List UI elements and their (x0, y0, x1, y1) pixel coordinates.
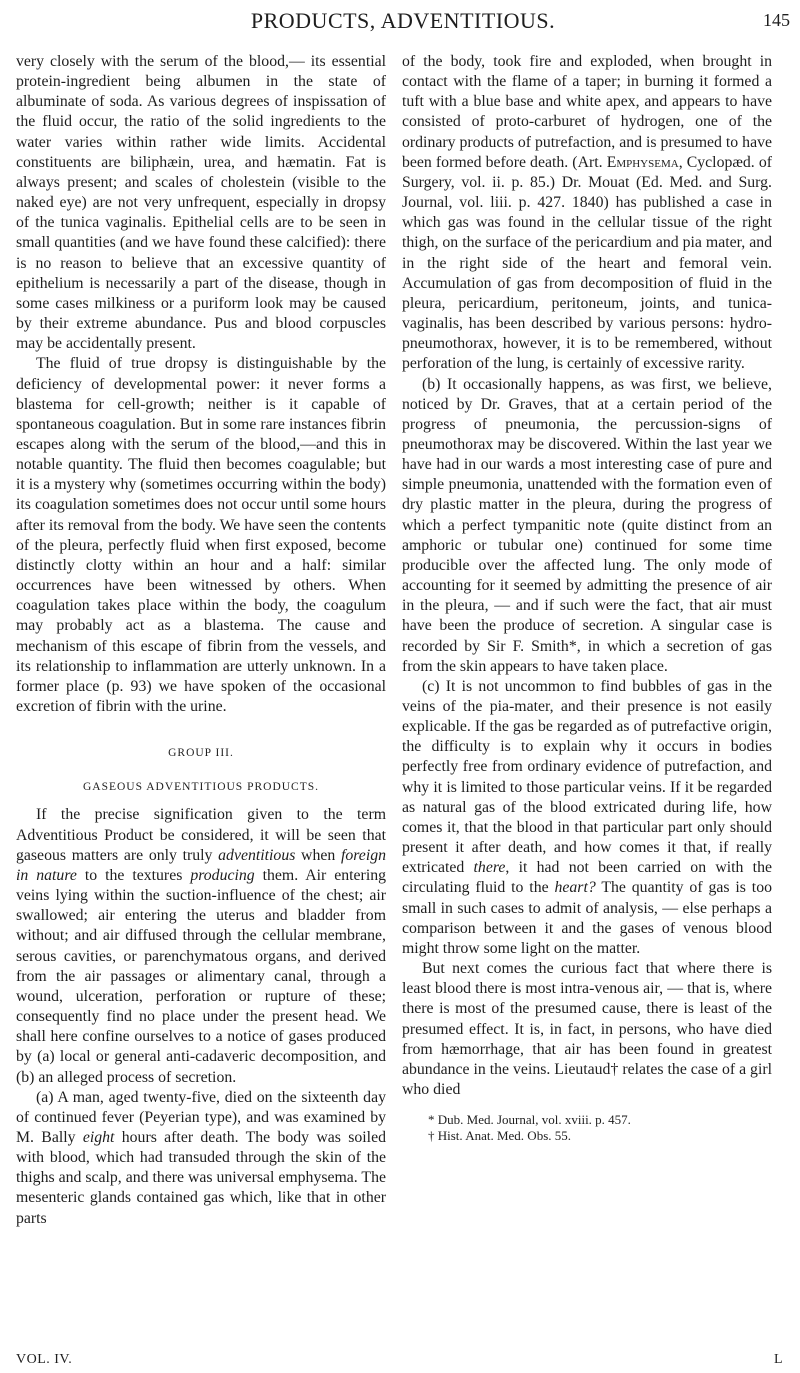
italic-text: adventitious (218, 846, 296, 864)
text-fragment: , it had not been carried on with the circulating fluid to the (402, 859, 772, 897)
running-head: PRODUCTS, ADVENTITIOUS. (250, 8, 556, 33)
paragraph-intravenous-air: But next comes the curious fact that where there is least blood there is most intra-venous air, — that is, where there is most of the presumed cause, there is least of the presumed effect. It is, in fact, in persons, who have died from hæmorrhage, that air has been found in greatest abundance in the veins. Lieutaud† relates the case of a girl who died (402, 960, 772, 1098)
text-fragment: of the body, took fire and exploded, when brought in contact with the flame of a taper; in burning it formed a tuft with a blue base and white apex, and appears to have consisted of proto-carburet of hydrogen, one of the ordinary products of putrefaction, and is presumed to have been formed before death. (Art. (402, 53, 772, 171)
paragraph-true-dropsy: The fluid of true dropsy is distinguishable by the deficiency of developmental power: it never forms a blastema for cell-growth; neither is it capable of spontaneous coagulation. But in some rare instances fibrin escapes along with the serum of the blood,—and this in notable quantity. The fluid then becomes coagulable; but it is a mystery why (sometimes occurring within the body) its coagulation sometimes does not occur until some hours after its removal from the body. We have seen the contents of the pleura, perfectly fluid when first exposed, become distinctly clotty within an hour and a half: similar occurrences have been witnessed by others. When coagulation takes place within the body, the coagulum may probably act as a blastema. The cause and mechanism of this escape of fibrin from the vessels, and its relationship to inflammation are utterly unknown. In a former place (p. 93) we have spoken of the occasional excretion of fibrin with the urine. (16, 355, 386, 715)
text-fragment: when (295, 846, 341, 864)
italic-text: eight (82, 1128, 115, 1146)
text-fragment: them. Air entering veins lying within the suction-influence of the chest; air swallowed; air entering the uterus and bladder from without; and air diffused through the cellular membrane, serous cavities, or parenchymatous organs, and derived from the air passages or alimentary canal, through a wound, ulceration, perforation or rupture of these; consequently find no place under the present head. We shall here confine ourselves to a notice of gases produced by (a) local or general anti-cadaveric decomposition, and (b) an alleged process of secretion. (16, 866, 387, 1086)
group-heading: GROUP III. (168, 747, 234, 760)
section-heading: GASEOUS ADVENTITIOUS PRODUCTS. (82, 781, 320, 794)
italic-text: there (473, 859, 506, 877)
italic-text: heart? (554, 879, 596, 897)
right-column (402, 52, 772, 1144)
text-fragment: If the precise signification given to the term Adventitious Product be considered, it will be seen that gaseous matters are only truly (16, 806, 386, 864)
footnote: † Hist. Anat. Med. Obs. 55. (428, 1128, 571, 1144)
text-fragment: to the textures (76, 866, 191, 884)
text-fragment: The quantity of gas is too small in such cases to admit of analysis, — else perhaps a comparison between it and the gases of venous blood might throw some light on the matter. (402, 879, 772, 957)
footnote: * Dub. Med. Journal, vol. xviii. p. 457. (428, 1112, 631, 1128)
paragraph-case-c (402, 677, 772, 959)
page-number: 145 (763, 10, 790, 30)
signature-mark: L (774, 1352, 784, 1367)
text-fragment: (c) It is not uncommon to find bubbles of gas in the veins of the pia-mater, and their presence is not easily explicable. If the gas be regarded as of putrefactive origin, the difficulty is to explain why it occurs in bodies perfectly free from ordinary evidence of putrefaction, and why it is limited to those particular veins. If it be regarded as natural gas of the blood extricated during life, how comes it, that the blood in that particular part only should present it after death, and how comes it that, if really extricated (402, 677, 772, 877)
paragraph-dropsy-fluid-composition: very closely with the serum of the blood,— its essential protein-ingredient being albumen in the state of albuminate of soda. As various degrees of inspissation of the fluid occur, the ratio of the solid ingredients to the water varies within rather wide limits. Accidental constituents are biliphæin, urea, and hæmatin. Fat is always present; and scales of cholestein (visible to the naked eye) are not very unfrequent, especially in dropsy of the tunica vaginalis. Epithelial cells are to be seen in small quantities (and we have found these calcified): there is no reason to believe that an excessive quantity of epithelium is necessarily a part of the disease, though in some cases milkiness or a puriform look may be caused by their extreme abundance. Pus and blood corpuscles may be accidentally present. (16, 53, 386, 353)
text-fragment: , Cyclopæd. of Surgery, vol. ii. p. 85.) Dr. Mouat (Ed. Med. and Surg. Journal, vol. liii. p. 427. 1840) has published a case in which gas was found in the cellular tissue of the right thigh, on the surface of the pericardium and pia mater, and in the right side of the heart and femoral vein. Accumulation of gas from decomposition of fluid in the pleura, pericardium, peritoneum, joints, and tunica-vaginalis, has been described by various persons: hydro-pneumothorax, however, it is to be remembered, without perforation of the lung, is certainly of excessive rarity. (402, 153, 773, 373)
italic-text: producing (190, 866, 255, 884)
volume-label: VOL. IV. (16, 1352, 73, 1367)
paragraph-continued (402, 52, 772, 375)
page-header (16, 8, 790, 44)
paragraph-case-a (16, 1088, 386, 1229)
paragraph-gaseous-definition (16, 805, 386, 1087)
text-fragment: (a) A man, aged twenty-five, died on the sixteenth day of continued fever (Peyerian type), and was examined by M. Bally (16, 1088, 386, 1146)
left-column (16, 52, 386, 1229)
paragraph-case-b: (b) It occasionally happens, as was first, we believe, noticed by Dr. Graves, that at a certain period of the progress of pneumonia, the percussion-signs of pneumothorax may be discovered. Within the last year we have had in our wards a most interesting case of pure and simple pneumonia, unattended with the formation even of dry plastic matter in the pleura, during the progress of which a perfect tympanitic note (quite distinct from an amphoric or tubular one) continued for some time producible over the affected lung. The only mode of accounting for it seemed by admitting the presence of air in the pleura, — and if such were the fact, that air must have been the produce of secretion. A singular case is recorded by Sir F. Smith*, in which a secretion of gas from the skin appears to have taken place. (402, 375, 772, 675)
small-caps-text: Emphysema (606, 153, 679, 171)
italic-text: foreign in nature (16, 846, 386, 884)
footnotes (402, 1112, 772, 1144)
text-fragment: hours after death. The body was soiled with blood, which had transuded through the skin of the thighs and scalp, and there was universal emphysema. The mesenteric glands contained gas which, like that in other parts (16, 1128, 386, 1227)
